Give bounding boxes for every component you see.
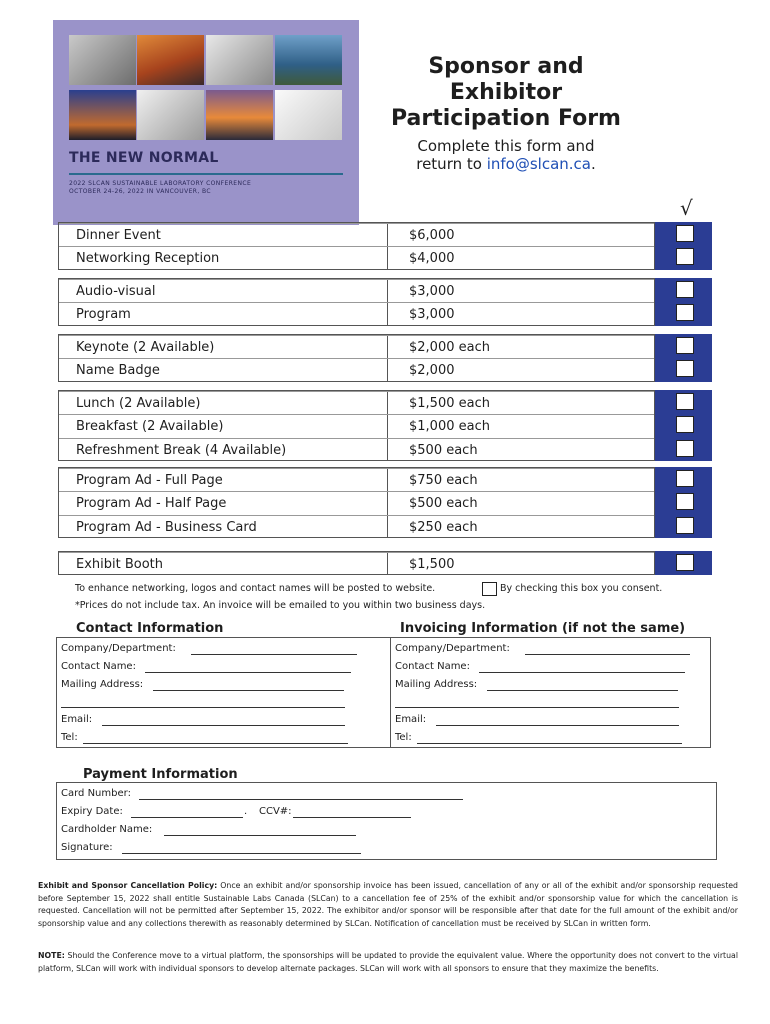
sponsorship-checkbox[interactable] [676,416,694,433]
sponsorship-group [58,551,655,575]
website-note: To enhance networking, logos and contact names will be posted to website. [75,583,436,594]
title-line: Exhibitor [449,80,563,105]
sponsorship-checkbox[interactable] [676,337,694,354]
item-price: $1,500 each [409,396,490,411]
sponsorship-checkbox[interactable] [676,248,694,265]
card-number-label: Card Number: [61,788,131,799]
instruction-text: return to [416,155,487,173]
consent-label: By checking this box you consent. [500,583,663,594]
page-title [375,54,637,132]
banner-photo-beach [206,90,273,140]
checkbox-column [655,334,712,382]
sponsorship-row [59,279,654,302]
invoice-company-label: Company/Department: [395,643,510,654]
virtual-note [38,950,738,975]
policy-text: Once an exhibit and/or sponsorship invoice has been issued, cancellation of any or all of the exhibit and/or sponsorship requested before September 15, 2022 shall entitle Sustainable Labs Canada (SLCan) to a cancellation fee of 25% of the exhibit and/or sponsorship value for which the cancellation is requested. Cancellation will not be permitted after September 15, 2022. The exhibitor and/or sponsor will be responsible after that date for the full amount of the exhibit and/or sponsorship value and any collections therewith as reasonably determined by SLCan. Notification of cancellation must be received by SLCan in written form. [38,881,738,928]
item-name: Keynote (2 Available) [76,340,215,355]
checkmark-icon: √ [680,196,693,220]
sponsorship-group [58,390,655,461]
payment-box [56,782,717,860]
invoice-company-field[interactable] [525,654,690,655]
item-price: $250 each [409,519,478,535]
checkbox-column [655,390,712,461]
instruction-line: Complete this form and [417,137,595,155]
sponsorship-group [58,278,655,326]
cardholder-field[interactable] [164,835,356,836]
signature-label: Signature: [61,842,113,853]
title-line: Sponsor and [428,54,584,79]
banner-title: THE NEW NORMAL [69,150,219,166]
checkbox-column [655,467,712,538]
sponsorship-checkbox[interactable] [676,225,694,242]
item-name: Program Ad - Full Page [76,473,223,488]
item-price: $4,000 [409,251,455,267]
sponsorship-row [59,223,654,246]
column-divider [390,638,391,747]
invoice-name-label: Contact Name: [395,661,470,672]
item-name: Name Badge [76,363,160,379]
card-number-field[interactable] [139,799,463,800]
checkbox-column [655,551,712,575]
contact-address-field-2[interactable] [61,707,345,708]
item-price: $2,000 [409,363,455,379]
checkbox-column [655,278,712,326]
invoice-name-field[interactable] [479,672,685,673]
cancellation-policy [38,880,738,930]
banner-photo-glassware [137,90,204,140]
item-price: $500 each [409,496,478,512]
sponsorship-group [58,467,655,538]
item-name: Audio-visual [76,284,156,299]
invoice-address-label: Mailing Address: [395,679,478,690]
sponsorship-checkbox[interactable] [676,281,694,298]
invoice-address-field-2[interactable] [395,707,679,708]
sponsorship-checkbox[interactable] [676,440,694,457]
banner-photo-chart [275,90,342,140]
consent-checkbox[interactable] [482,582,497,596]
sponsorship-row [59,515,654,538]
expiry-field[interactable] [131,817,243,818]
banner-photo-city [137,35,204,85]
note-text: Should the Conference move to a virtual platform, the sponsorships will be updated to provide the equivalent value. Where the opportunity does not convert to the virtual platform, SLCan will work with individual sponsors to develop alternate packages. SLCan will work with all sponsors to ensure that they maximize the benefits. [38,951,738,973]
item-price: $3,000 [409,284,455,299]
policy-label: Exhibit and Sponsor Cancellation Policy: [38,881,218,890]
sponsorship-row [59,552,654,575]
sponsorship-row [59,302,654,325]
contact-address-field[interactable] [153,690,344,691]
sponsorship-row [59,491,654,514]
item-name: Exhibit Booth [76,557,164,572]
contact-email-label: Email: [61,714,93,725]
checkbox-column [655,222,712,270]
item-price: $1,500 [409,557,455,572]
banner-photo-coast [275,35,342,85]
invoice-tel-field[interactable] [417,743,682,744]
sponsorship-row [59,358,654,381]
sponsorship-row [59,468,654,491]
item-price: $500 each [409,442,478,458]
item-price: $1,000 each [409,419,490,435]
cardholder-label: Cardholder Name: [61,824,153,835]
item-price: $3,000 [409,307,455,323]
banner-photo-hands [206,35,273,85]
contact-tel-field[interactable] [83,743,348,744]
sponsorship-row [59,335,654,358]
title-line: Participation Form [391,106,621,131]
note-label: NOTE: [38,951,65,960]
instruction-period: . [590,155,596,173]
ccv-label: CCV#: [259,806,292,817]
sponsorship-checkbox[interactable] [676,393,694,410]
sponsorship-checkbox[interactable] [676,360,694,377]
item-price: $6,000 [409,228,455,243]
contact-tel-label: Tel: [61,732,78,743]
expiry-period: . [244,806,248,817]
item-name: Program Ad - Half Page [76,496,227,512]
contact-name-field[interactable] [145,672,351,673]
sponsorship-row [59,246,654,269]
sponsorship-group [58,222,655,270]
contact-title: Contact Information [76,621,224,636]
invoice-email-label: Email: [395,714,427,725]
banner-subtitle-dates: OCTOBER 24-26, 2022 IN VANCOUVER, BC [69,188,211,195]
ccv-field[interactable] [293,817,411,818]
sponsorship-row [59,391,654,414]
sponsorship-checkbox[interactable] [676,470,694,487]
invoicing-title: Invoicing Information (if not the same) [400,621,686,636]
sponsorship-row [59,438,654,461]
contact-email-field[interactable] [102,725,345,726]
contact-company-field[interactable] [191,654,357,655]
item-name: Program [76,307,131,323]
instruction-line [375,155,637,173]
tax-note: *Prices do not include tax. An invoice will be emailed to you within two business days. [75,600,486,611]
sponsorship-checkbox[interactable] [676,493,694,510]
item-name: Program Ad - Business Card [76,519,257,535]
item-price: $750 each [409,473,478,488]
item-price: $2,000 each [409,340,490,355]
email-link[interactable]: info@slcan.ca [486,155,591,173]
sponsorship-group [58,334,655,382]
payment-title: Payment Information [83,767,238,782]
banner-photo-lab [69,35,136,85]
item-name: Lunch (2 Available) [76,396,201,411]
instructions [375,137,637,173]
sponsorship-row [59,414,654,437]
invoice-tel-label: Tel: [395,732,412,743]
invoice-address-field[interactable] [487,690,678,691]
contact-name-label: Contact Name: [61,661,136,672]
item-name: Networking Reception [76,251,220,267]
banner-photo-sunset [69,90,136,140]
item-name: Refreshment Break (4 Available) [76,442,287,458]
expiry-label: Expiry Date: [61,806,123,817]
banner-subtitle: 2022 SLCAN SUSTAINABLE LABORATORY CONFERENCE [69,180,252,187]
contact-address-label: Mailing Address: [61,679,144,690]
sponsorship-checkbox[interactable] [676,517,694,534]
contact-company-label: Company/Department: [61,643,176,654]
signature-field[interactable] [122,853,361,854]
item-name: Dinner Event [76,228,161,243]
banner-divider [69,173,343,175]
sponsorship-checkbox[interactable] [676,304,694,321]
invoice-email-field[interactable] [436,725,679,726]
sponsorship-checkbox[interactable] [676,554,694,571]
conference-banner [53,20,359,225]
item-name: Breakfast (2 Available) [76,419,224,435]
